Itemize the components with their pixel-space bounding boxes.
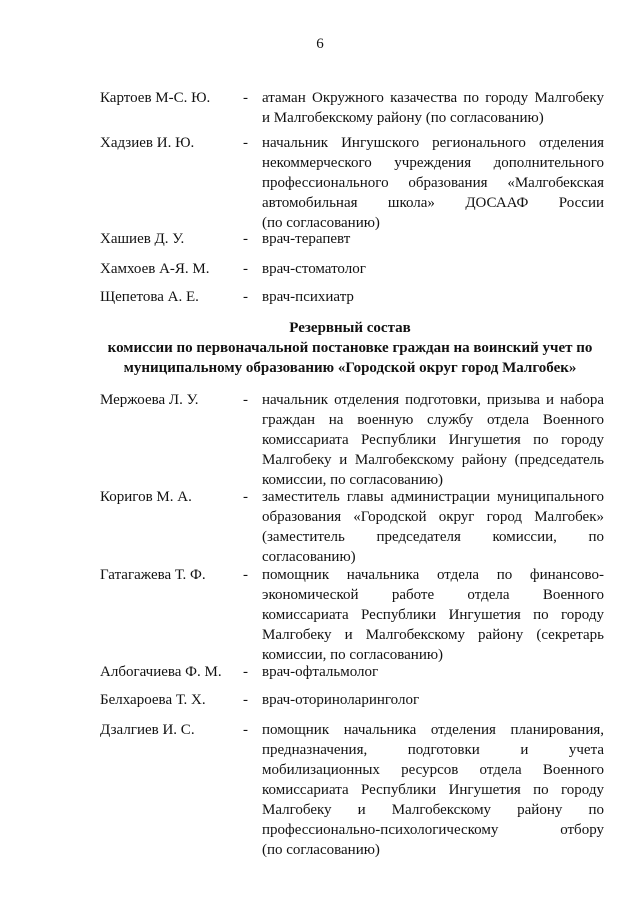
position-line: профессионального образования «Малгобекская (262, 175, 604, 191)
dash-separator: - (243, 567, 248, 583)
position-line: согласованию) (262, 549, 356, 565)
heading-line-2: комиссии по первоначальной постановке граждан на воинский учет по (107, 340, 593, 356)
position-line: врач-стоматолог (262, 261, 366, 277)
page-number: 6 (316, 36, 324, 52)
position-line: комиссариата Республики Ингушетия по городу (262, 432, 604, 448)
member-name: Коригов М. А. (100, 489, 192, 505)
member-position (262, 133, 604, 233)
member-name: Картоев М-С. Ю. (100, 90, 211, 106)
member-name: Хамхоев А-Я. М. (100, 261, 210, 277)
member-position (262, 487, 604, 567)
member-name: Хадзиев И. Ю. (100, 135, 195, 151)
member-name: Гатагажева Т. Ф. (100, 567, 206, 583)
member-name: Белхароева Т. Х. (100, 692, 206, 708)
position-line: атаман Окружного казачества по городу Малгобеку (262, 90, 604, 106)
position-line: профессионально-психологическому отбору (262, 822, 604, 838)
member-position (262, 662, 604, 682)
position-line: мобилизационных ресурсов отдела Военного (262, 762, 604, 778)
member-name: Щепетова А. Е. (100, 289, 199, 305)
member-position (262, 287, 604, 307)
position-line: (заместитель председателя комиссии, по (262, 529, 604, 545)
dash-separator: - (243, 489, 248, 505)
position-line: комиссии, по согласованию) (262, 647, 444, 663)
position-line: помощник начальника отделения планирования, (262, 722, 604, 738)
position-line: комиссии, по согласованию) (262, 472, 444, 488)
member-position (262, 390, 604, 490)
position-line: Малгобеку и Малгобекскому району по (262, 802, 604, 818)
position-line: начальник Ингушского регионального отделения (262, 135, 604, 151)
member-name: Албогачиева Ф. М. (100, 664, 222, 680)
position-line: предназначения, подготовки и учета (262, 742, 604, 758)
member-position (262, 88, 604, 128)
position-line: врач-психиатр (262, 289, 354, 305)
dash-separator: - (243, 90, 248, 106)
member-position (262, 229, 604, 249)
member-name: Мержоева Л. У. (100, 392, 199, 408)
member-position (262, 259, 604, 279)
position-line: (по согласованию) (262, 842, 380, 858)
position-line: помощник начальника отдела по финансово- (262, 567, 604, 583)
position-line: граждан на военную службу отдела Военного (262, 412, 604, 428)
position-line: начальник отделения подготовки, призыва и набора (262, 392, 604, 408)
position-line: Малгобеку и Малгобекскому району (секретарь (262, 627, 604, 643)
position-line: экономической работе отдела Военного (262, 587, 604, 603)
position-line: заместитель главы администрации муниципального (262, 489, 604, 505)
dash-separator: - (243, 261, 248, 277)
position-line: некоммерческого учреждения дополнительного (262, 155, 604, 171)
member-position (262, 690, 604, 710)
member-position (262, 565, 604, 665)
member-position (262, 720, 604, 860)
position-line: комиссариата Республики Ингушетия по городу (262, 782, 604, 798)
heading-line-3: муниципальному образованию «Городской округ город Малгобек» (123, 360, 577, 376)
dash-separator: - (243, 722, 248, 738)
position-line: автомобильная школа» ДОСААФ России (262, 195, 604, 211)
position-line: врач-терапевт (262, 231, 351, 247)
dash-separator: - (243, 231, 248, 247)
reserve-heading (60, 318, 640, 378)
dash-separator: - (243, 692, 248, 708)
position-line: и Малгобекскому району (по согласованию) (262, 110, 544, 126)
dash-separator: - (243, 289, 248, 305)
dash-separator: - (243, 392, 248, 408)
position-line: врач-оториноларинголог (262, 692, 420, 708)
member-name: Дзалгиев И. С. (100, 722, 195, 738)
position-line: комиссариата Республики Ингушетия по городу (262, 607, 604, 623)
position-line: Малгобеку и Малгобекскому району (председатель (262, 452, 604, 468)
position-line: образования «Городской округ город Малгобек» (262, 509, 604, 525)
position-line: (по согласованию) (262, 215, 380, 231)
dash-separator: - (243, 135, 248, 151)
dash-separator: - (243, 664, 248, 680)
heading-line-1: Резервный состав (289, 320, 411, 336)
position-line: врач-офтальмолог (262, 664, 379, 680)
member-name: Хашиев Д. У. (100, 231, 185, 247)
